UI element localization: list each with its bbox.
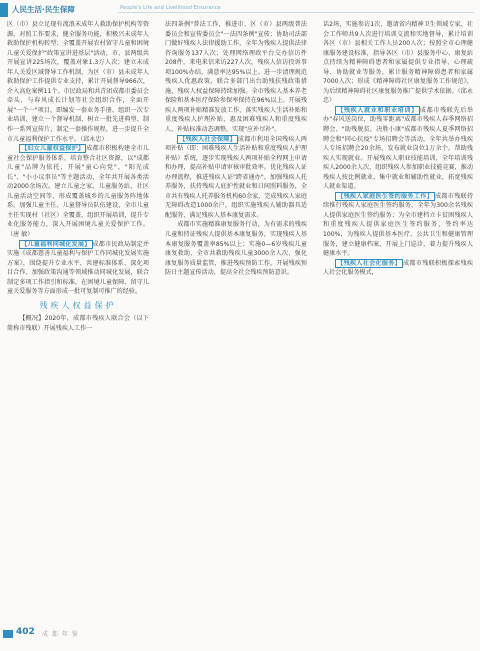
paragraph [7,144,149,239]
paragraph [323,259,473,278]
section-tag: 【儿童福利同城化发展】 [21,240,91,248]
paragraph-text: 成都市积极构建全市儿童社会保护服务体系，培育整合社区资源，以"成都儿童"品牌为依托，开展"童心向党"、"阳光成长"、"小小议事员"等主题活动，全年共开展各类活动2000余场次。建立儿童之家、儿童服务站、社区儿童活动空间等，形成覆盖城乡的儿童服务阵地体系。加强儿童主任、儿童督导员队伍建设，全市儿童主任实现村（社区）全覆盖，组织开展培训，提升专业化服务能力，深入开展困境儿童关爱保护工作。（唐 敏） [7,145,149,239]
section-marker [0,3,8,17]
header-rule [118,12,474,13]
paragraph [323,106,473,192]
subsection-heading: 残疾人权益保护 [39,300,117,310]
footer-marker [3,630,13,638]
yearbook-title: 成 都 年 鉴 [42,631,79,638]
paragraph: 区（市）县立足现有流浪未成年人救助保护机构等资源，对照工作要求，健全服务功能，积极兴未成年人救助保护机构转型；全覆盖开展农村留守儿童和困境儿童关爱保护"政策宣讲进基层"活动，市、县两级共开展宣讲225场次，覆盖对象1.3万人次；建立未成年人关爱区域督导工作机制，为区（市）县未成年人救助保护工作提供专业支持，累计开展督导966次，介入高危案例11个。市民政局和共青团成都市委员会牵头，与春风成长计划等社会组织合作，全面开展"一个一"项目，即编发一套业务手册、组织一次专业培训、建立一个督导机制、树立一批先进典型、制作一系列宣传片，制定一套操作规程，进一步提升全市儿童福利保护工作水平。（邱永忠） [7,21,149,143]
page-header [0,0,480,22]
section-english-title: People's Life and Livelihood Ensurance [120,5,221,11]
paragraph [323,192,473,259]
section-tag: 【妇女儿童权益保护】 [21,145,85,153]
section-tag: 【残疾人就业和职业培训】 [337,106,418,114]
paragraph: 法四条例"普法工作，推进市、区（市）县两级普法委员会和宣传委员会"一法四条例"宣传；协助司法部门做好残疾人法律援助工作，全年为残疾人提供法律咨询服务137人次；处理网络理政平台交办信访件208件，来电来信来访227人次，残疾人信访投诉事项100%办结，满意率达95%以上。进一步清理规范残疾人优惠政策，联合多部门出台助残扶残政策措施，残疾人权益保障持续加强。全市残疾人基本养老保险和基本医疗保险参保率保持在96%以上。开展残疾人两项补贴精准发放工作，落实残疾人生活补贴和重度残疾人护理补贴，惠及困难残疾人和重度残疾人，补贴标准动态调整，实现"应补尽补"。 [165,21,307,134]
page-number: 402 [16,627,35,637]
paragraph-text: 成都市残联持续推行残疾人家庭医生签约服务，全年为300余名残疾人提供家庭医生签约服务；为全市建档立卡贫困残疾人和重度残疾人提供家庭医生签约服务，签约率达100%，为残疾人提供基本医疗、公共卫生和健康管理服务，建立健康档案，开展上门巡诊，着力提升残疾人健康水平。 [323,192,473,258]
paragraph [165,135,307,221]
page-footer [0,624,480,644]
section-tag: 【残疾人社会化服务】 [337,259,402,267]
column-3 [323,20,473,608]
paragraph-text: 成都市利用全国残疾人两项补贴（即：困难残疾人生活补贴和重度残疾人护理补贴）系统，逐步实现残疾人两项补贴全程网上申请和办理，提高补贴申请审核审批效率。优化残疾人证办理流程，推进残疾人证"跨省通办"。加强残疾人托养服务，扶持残疾人庇护性就业和日间照料服务，全市共有残疾人托养服务机构60余家，完成残疾人家庭无障碍改造1000余户，组织实施残疾人辅助器具适配服务，满足残疾人基本康复需求。 [165,135,307,219]
section-tag: 【残疾人社会保障】 [179,135,236,143]
paragraph: 【概况】2020年，成都市残疾人联合会（以下简称市残联）开展残疾人工作一 [7,315,149,332]
paragraph [7,240,149,297]
paragraph: 成都市实施精准康复服务行动，为有需求的残疾儿童和持证残疾人提供基本康复服务，实现残疾人基本康复服务覆盖率85%以上；实施0—6岁残疾儿童康复救助，全市共救助残疾儿童3000余人次，强化康复服务质量监管，推进残疾预防工作，开展残疾预防日主题宣传活动，提高全社会残疾预防意识。 [165,221,307,277]
section-title: 人民生活·民生保障 [12,5,75,14]
paragraph-text: 成都市残联先后举办"春风送岗位，助残零距离"成都市残疾人春季网络招聘会、"助残脱贫，决胜小康"成都市残疾人夏季网络招聘会和"同心抗疫"专场招聘会等活动，全年共举办残疾人专场招聘会20余场，发布就业岗位1万余个，帮助残疾人实现就业。开展残疾人职业技能培训，全年培训残疾人2000余人次，组织残疾人参加职业技能竞赛，推动残疾人按比例就业、集中就业和辅助性就业，拓宽残疾人就业渠道。 [323,106,473,191]
paragraph: 话2场，实施参访1次，邀请省内精神卫生领域专家、社会工作师共9人次进行培训交流和实地督导，累计培训各区（市）县相关工作人员200人次；按照全市心理健康服务建设标准，指导各区（市）县服务中心、康复站点持续为精神障碍患者和家属提供专业指导、心理疏导、协助就业等服务，累计服务精神障碍患者和家属7000人次；形成《精神障碍社区康复服务工作规范》，为后续精神障碍社区康复服务推广提供学术依据。（邱永忠） [323,21,473,105]
paragraph-text: 成都市民政局制定并实施《成都慈善儿童福利与保护工作同城化发展实施方案》，围绕提升专业水平、共建标准体系、深化项目合作、加强政策沟通等领域推动同城化发展，联合制定多项工作指引和标准，在困境儿童保障、留守儿童关爱服务等方面形成一批可复制可推广的经验。 [7,240,149,296]
paragraph-text: 成都市残联积极探索残疾人社会化服务模式， [323,259,473,277]
column-1 [7,20,149,608]
section-tag: 【残疾人家庭医生签约服务工作】 [337,192,433,200]
column-2 [165,20,307,608]
